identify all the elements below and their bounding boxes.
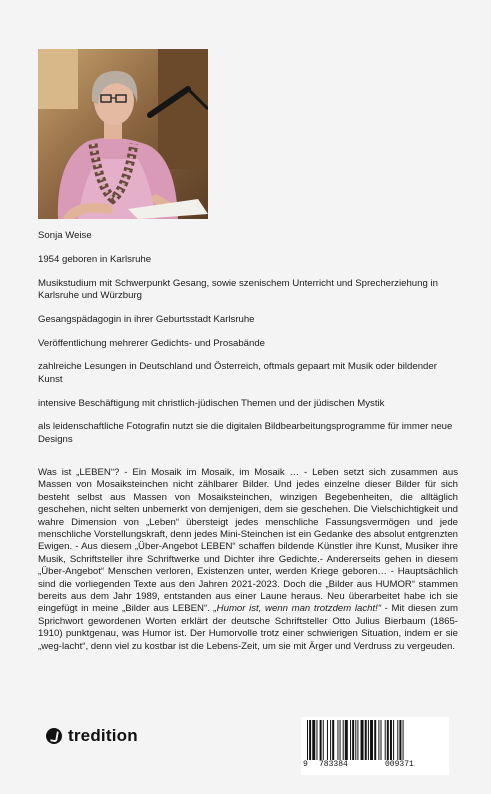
barcode-bar: [352, 720, 354, 760]
bio-line: Veröffentlichung mehrerer Gedichts- und Prosabände: [38, 337, 266, 349]
barcode-bar: [337, 720, 338, 760]
author-bio: [38, 230, 458, 458]
bio-line: 1954 geboren in Karlsruhe: [38, 253, 152, 265]
blurb-text: - Mit diesen zum Sprichwort gewordenen Worten erklärt der deutsche Schriftsteller Otto Julius Bierbaum (1865-1910) punktgenau, was Humor ist. Der Humorvolle trotz einer schwierigen Situation, indem er sie „weg-lacht“, denn viel zu kostbar ist die Lebens-Zeit, um sie mit Ärger und Verdruss zu vergeuden.: [38, 603, 458, 652]
barcode-bar: [374, 720, 376, 760]
barcode-bar: [307, 720, 308, 760]
barcode-bar: [390, 720, 392, 760]
barcode-bar: [323, 720, 324, 760]
barcode-bar: [309, 720, 311, 760]
barcode-bar: [370, 720, 373, 760]
bio-line: Musikstudium mit Schwerpunkt Gesang, sowie szenischem Unterricht und Sprecherziehung in Karlsruhe und Würzburg: [38, 277, 438, 301]
humor-quote: „Humor ist, wenn man trotzdem lacht!“: [213, 603, 382, 615]
book-blurb: [38, 467, 458, 653]
author-photo: [38, 49, 208, 219]
bio-line: Gesangspädagogin in ihrer Geburtsstadt Karlsruhe: [38, 313, 255, 325]
barcode-bar: [330, 720, 331, 760]
barcode-bar: [393, 720, 394, 760]
barcode-bar: [368, 720, 369, 760]
author-name: Sonja Weise: [38, 230, 92, 241]
barcode-digit: 009371: [385, 760, 414, 769]
tredition-logo-icon: [46, 728, 62, 744]
barcode-bar: [361, 720, 364, 760]
barcode-bar: [340, 720, 341, 760]
bio-line: als leidenschaftliche Fotografin nutzt sie die digitalen Bildbearbeitungsprogramme für immer neue Designs: [38, 421, 453, 445]
barcode-bar: [385, 720, 386, 760]
barcode-bar: [365, 720, 367, 760]
barcode-bar: [316, 720, 317, 760]
barcode-digit: 783384: [319, 760, 348, 769]
barcode-bar: [332, 720, 334, 760]
bio-line: zahlreiche Lesungen in Deutschland und Österreich, oftmals gepaart mit Musik oder bildender Kunst: [38, 361, 437, 385]
barcode-bar: [345, 720, 348, 760]
publisher-name: tredition: [68, 726, 138, 745]
barcode-bar: [327, 720, 328, 760]
barcode-digit: 9: [303, 760, 308, 769]
barcode-bar: [355, 720, 356, 760]
publisher-logo: [46, 725, 138, 747]
barcode-bar: [403, 720, 404, 760]
barcode-bar: [350, 720, 351, 760]
blurb-text: Was ist „LEBEN“? - Ein Mosaik im Mosaik, im Mosaik … - Leben setzt sich zusammen aus Massen von Mosaiksteinchen nicht zählbarer Bilder. Und jedes einzelne dieser Bilder für sich besteht selbst aus Massen von Mosaiksteinchen, winzigen Begebenheiten, die alltäglich geschehen, nicht selten unbemerkt von demjenigen, dem sie geschehen. Die Vielschichtigkeit und wahre Dimension von „Leben“ übersteigt jedes menschliche Fassungsvermögen und jede menschliche Vorstellungskraft, denn jedes Mini-Steinchen ist ein Gedanke des absolut entgrenzten Ewigen. - Aus diesem „Über-Angebot LEBEN“ schaffen bildende Künstler ihre Kunst, Musiker ihre Musik, Schriftsteller ihre Schriftwerke und Dichter ihre Gedichte.- Andererseits gehen in diesem „Über-Angebot“ Menschen verloren, Existenzen unter, werden Kriege geboren… - Hauptsächlich sind die vorliegenden Texte aus den Jahren 2021-2023. Doch die „Bilder aus HUMOR“ stammen bereits aus dem Jahr 1989, entstanden aus einer Laune heraus. Neu überarbeitet habe ich sie eingefügt in meine „Bilder aus LEBEN“.: [38, 467, 458, 615]
barcode-bar: [378, 720, 379, 760]
bio-line: intensive Beschäftigung mit christlich-jüdischen Themen und der jüdischen Mystik: [38, 397, 385, 409]
barcode-bars: [307, 720, 443, 760]
barcode-bar: [312, 720, 315, 760]
barcode-digits: [303, 760, 449, 772]
isbn-barcode: [301, 717, 449, 775]
barcode-bar: [381, 720, 382, 760]
barcode-bar: [387, 720, 389, 760]
barcode-bar: [357, 720, 358, 760]
barcode-bar: [343, 720, 344, 760]
barcode-bar: [397, 720, 398, 760]
barcode-bar: [399, 720, 401, 760]
barcode-bar: [320, 720, 322, 760]
